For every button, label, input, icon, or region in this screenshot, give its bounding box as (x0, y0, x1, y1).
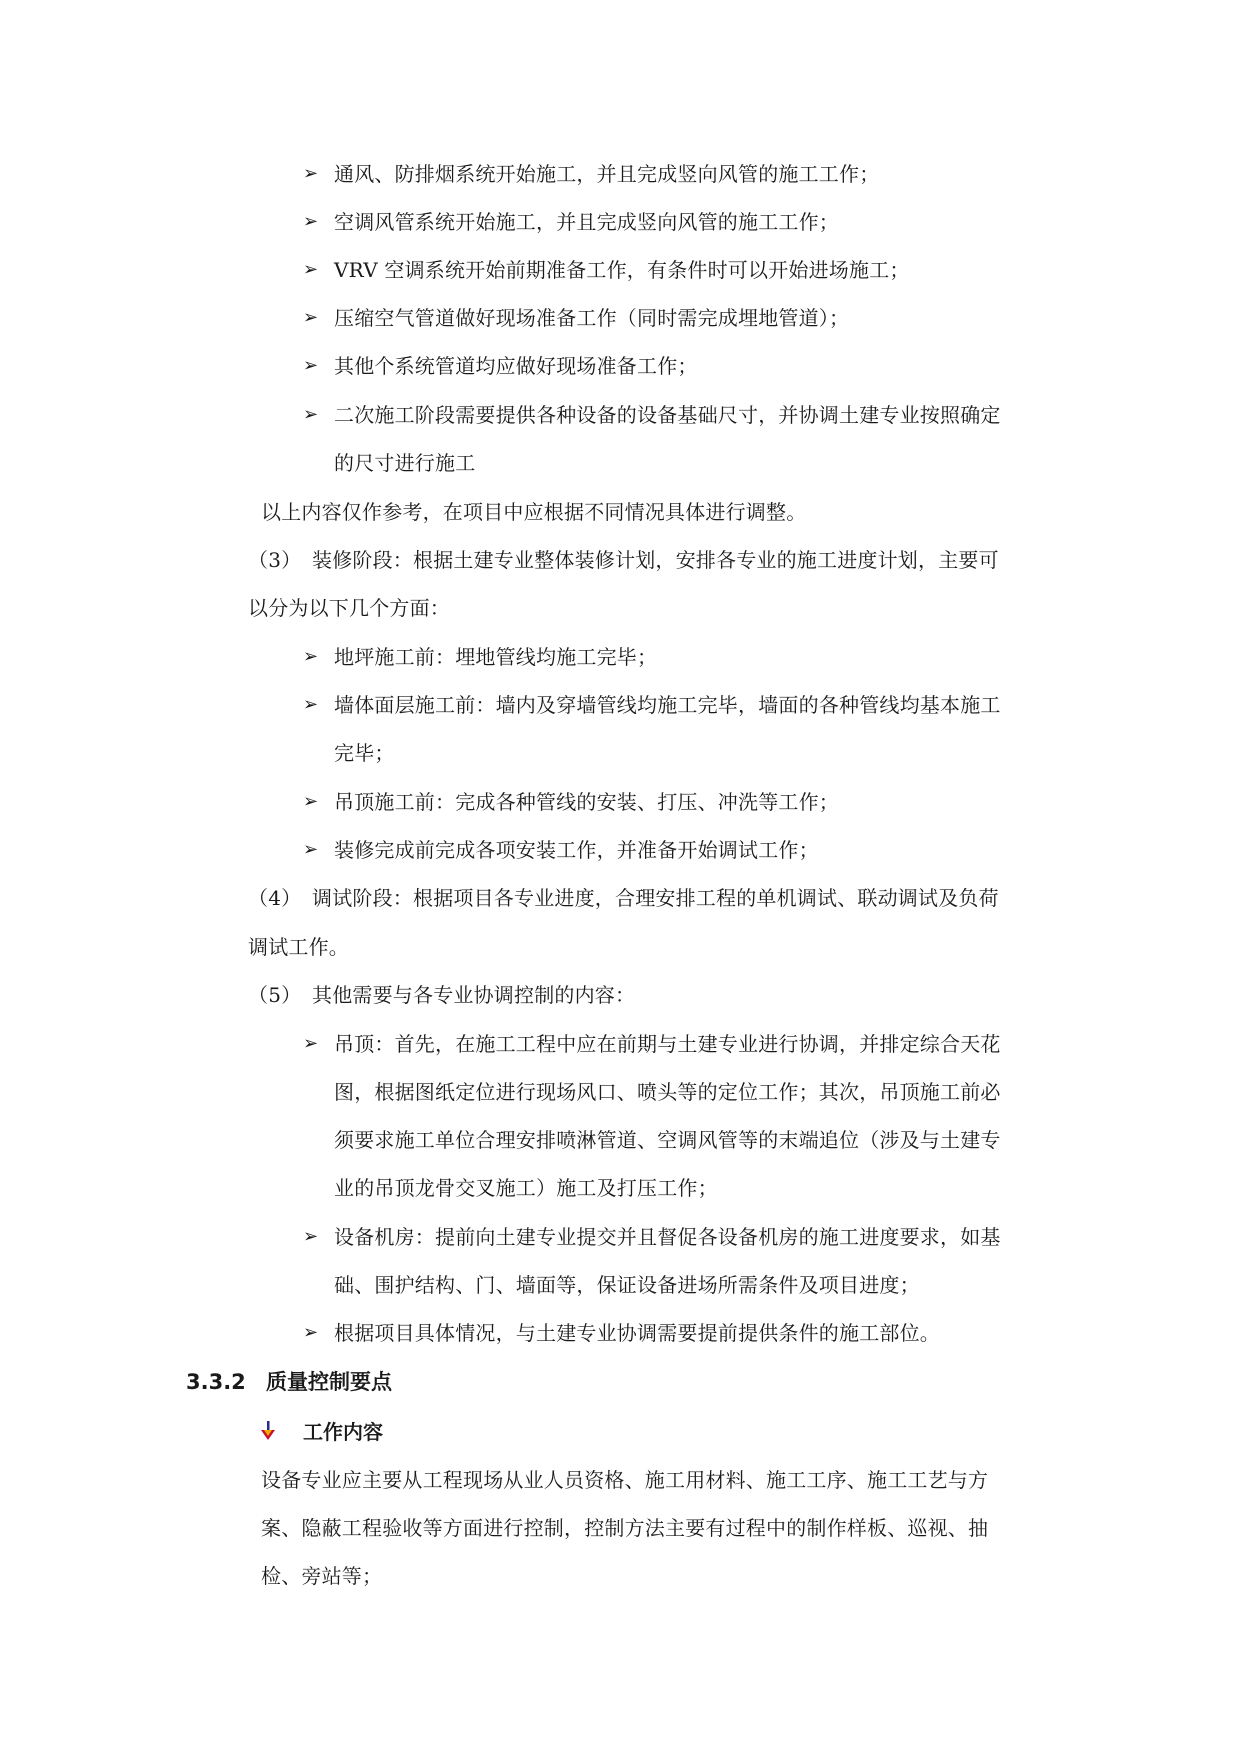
bullet-text: 墙体面层施工前：墙内及穿墙管线均施工完毕，墙面的各种管线均基本施工 (334, 693, 1001, 717)
bullet-arrow-icon: ➢ (303, 355, 319, 376)
bullet-arrow-icon: ➢ (303, 163, 319, 184)
item-number: （3） (248, 548, 302, 572)
bullet-text: 压缩空气管道做好现场准备工作（同时需完成埋地管道）； (334, 306, 850, 330)
bullet-text: 通风、防排烟系统开始施工，并且完成竖向风管的施工工作； (334, 162, 880, 186)
bullet-arrow-icon: ➢ (303, 259, 319, 280)
subsection-title: 工作内容 (303, 1420, 383, 1444)
bullet-text-continuation: 图，根据图纸定位进行现场风口、喷头等的定位工作；其次，吊顶施工前必 (334, 1080, 1001, 1104)
bullet-text: 装修完成前完成各项安装工作，并准备开始调试工作； (334, 838, 819, 862)
item-text: 其他需要与各专业协调控制的内容： (312, 983, 636, 1007)
bullet-text: 其他个系统管道均应做好现场准备工作； (334, 354, 698, 378)
bullet-text: 吊顶：首先，在施工工程中应在前期与土建专业进行协调，并排定综合天花 (334, 1032, 1001, 1056)
bullet-text: 根据项目具体情况，与土建专业协调需要提前提供条件的施工部位。 (334, 1321, 940, 1345)
item-3-line-2: 以分为以下几个方面： (248, 596, 450, 620)
bullet-arrow-icon: ➢ (303, 211, 319, 232)
bullet-arrow-icon: ➢ (303, 1033, 319, 1054)
bullet-text-continuation: 的尺寸进行施工 (334, 451, 476, 475)
bullet-arrow-icon: ➢ (303, 791, 319, 812)
bullet-arrow-icon: ➢ (303, 839, 319, 860)
bullet-text: VRV 空调系统开始前期准备工作，有条件时可以开始进场施工； (334, 258, 910, 282)
item-4-line-2: 调试工作。 (248, 935, 349, 959)
paragraph-line: 设备专业应主要从工程现场从业人员资格、施工用材料、施工工序、施工工艺与方 (261, 1468, 989, 1492)
bullet-arrow-icon: ➢ (303, 307, 319, 328)
bullet-arrow-icon: ➢ (303, 646, 319, 667)
bullet-arrow-icon: ➢ (303, 1322, 319, 1343)
bullet-text-continuation: 础、围护结构、门、墙面等，保证设备进场所需条件及项目进度； (334, 1273, 920, 1297)
section-number: 3.3.2 (186, 1370, 246, 1394)
paragraph-line: 案、隐蔽工程验收等方面进行控制，控制方法主要有过程中的制作样板、巡视、抽 (261, 1516, 989, 1540)
note-text: 以上内容仅作参考，在项目中应根据不同情况具体进行调整。 (261, 500, 807, 524)
paragraph-line: 检、旁站等； (261, 1564, 383, 1588)
item-text: 装修阶段：根据土建专业整体装修计划，安排各专业的施工进度计划，主要可 (312, 548, 999, 572)
section-title: 质量控制要点 (266, 1370, 392, 1394)
bullet-arrow-icon: ➢ (303, 1226, 319, 1247)
bullet-arrow-icon: ➢ (303, 694, 319, 715)
section-heading (186, 1367, 392, 1397)
bullet-text: 二次施工阶段需要提供各种设备的设备基础尺寸，并协调土建专业按照确定 (334, 403, 1001, 427)
bullet-text-continuation: 须要求施工单位合理安排喷淋管道、空调风管等的末端追位（涉及与土建专 (334, 1128, 1001, 1152)
bullet-text: 设备机房：提前向土建专业提交并且督促各设备机房的施工进度要求，如基 (334, 1225, 1001, 1249)
item-5-line-1 (248, 981, 635, 1009)
bullet-arrow-icon: ➢ (303, 404, 319, 425)
bullet-text: 吊顶施工前：完成各种管线的安装、打压、冲洗等工作； (334, 790, 839, 814)
item-number: （4） (248, 886, 302, 910)
bullet-text-continuation: 业的吊顶龙骨交叉施工）施工及打压工作； (334, 1176, 718, 1200)
flag-bullet-icon (259, 1420, 277, 1442)
item-3-line-1 (248, 546, 999, 574)
item-number: （5） (248, 983, 302, 1007)
item-text: 调试阶段：根据项目各专业进度，合理安排工程的单机调试、联动调试及负荷 (312, 886, 999, 910)
bullet-text: 空调风管系统开始施工，并且完成竖向风管的施工工作； (334, 210, 839, 234)
bullet-text-continuation: 完毕； (334, 741, 395, 765)
item-4-line-1 (248, 884, 999, 912)
bullet-text: 地坪施工前：埋地管线均施工完毕； (334, 645, 658, 669)
